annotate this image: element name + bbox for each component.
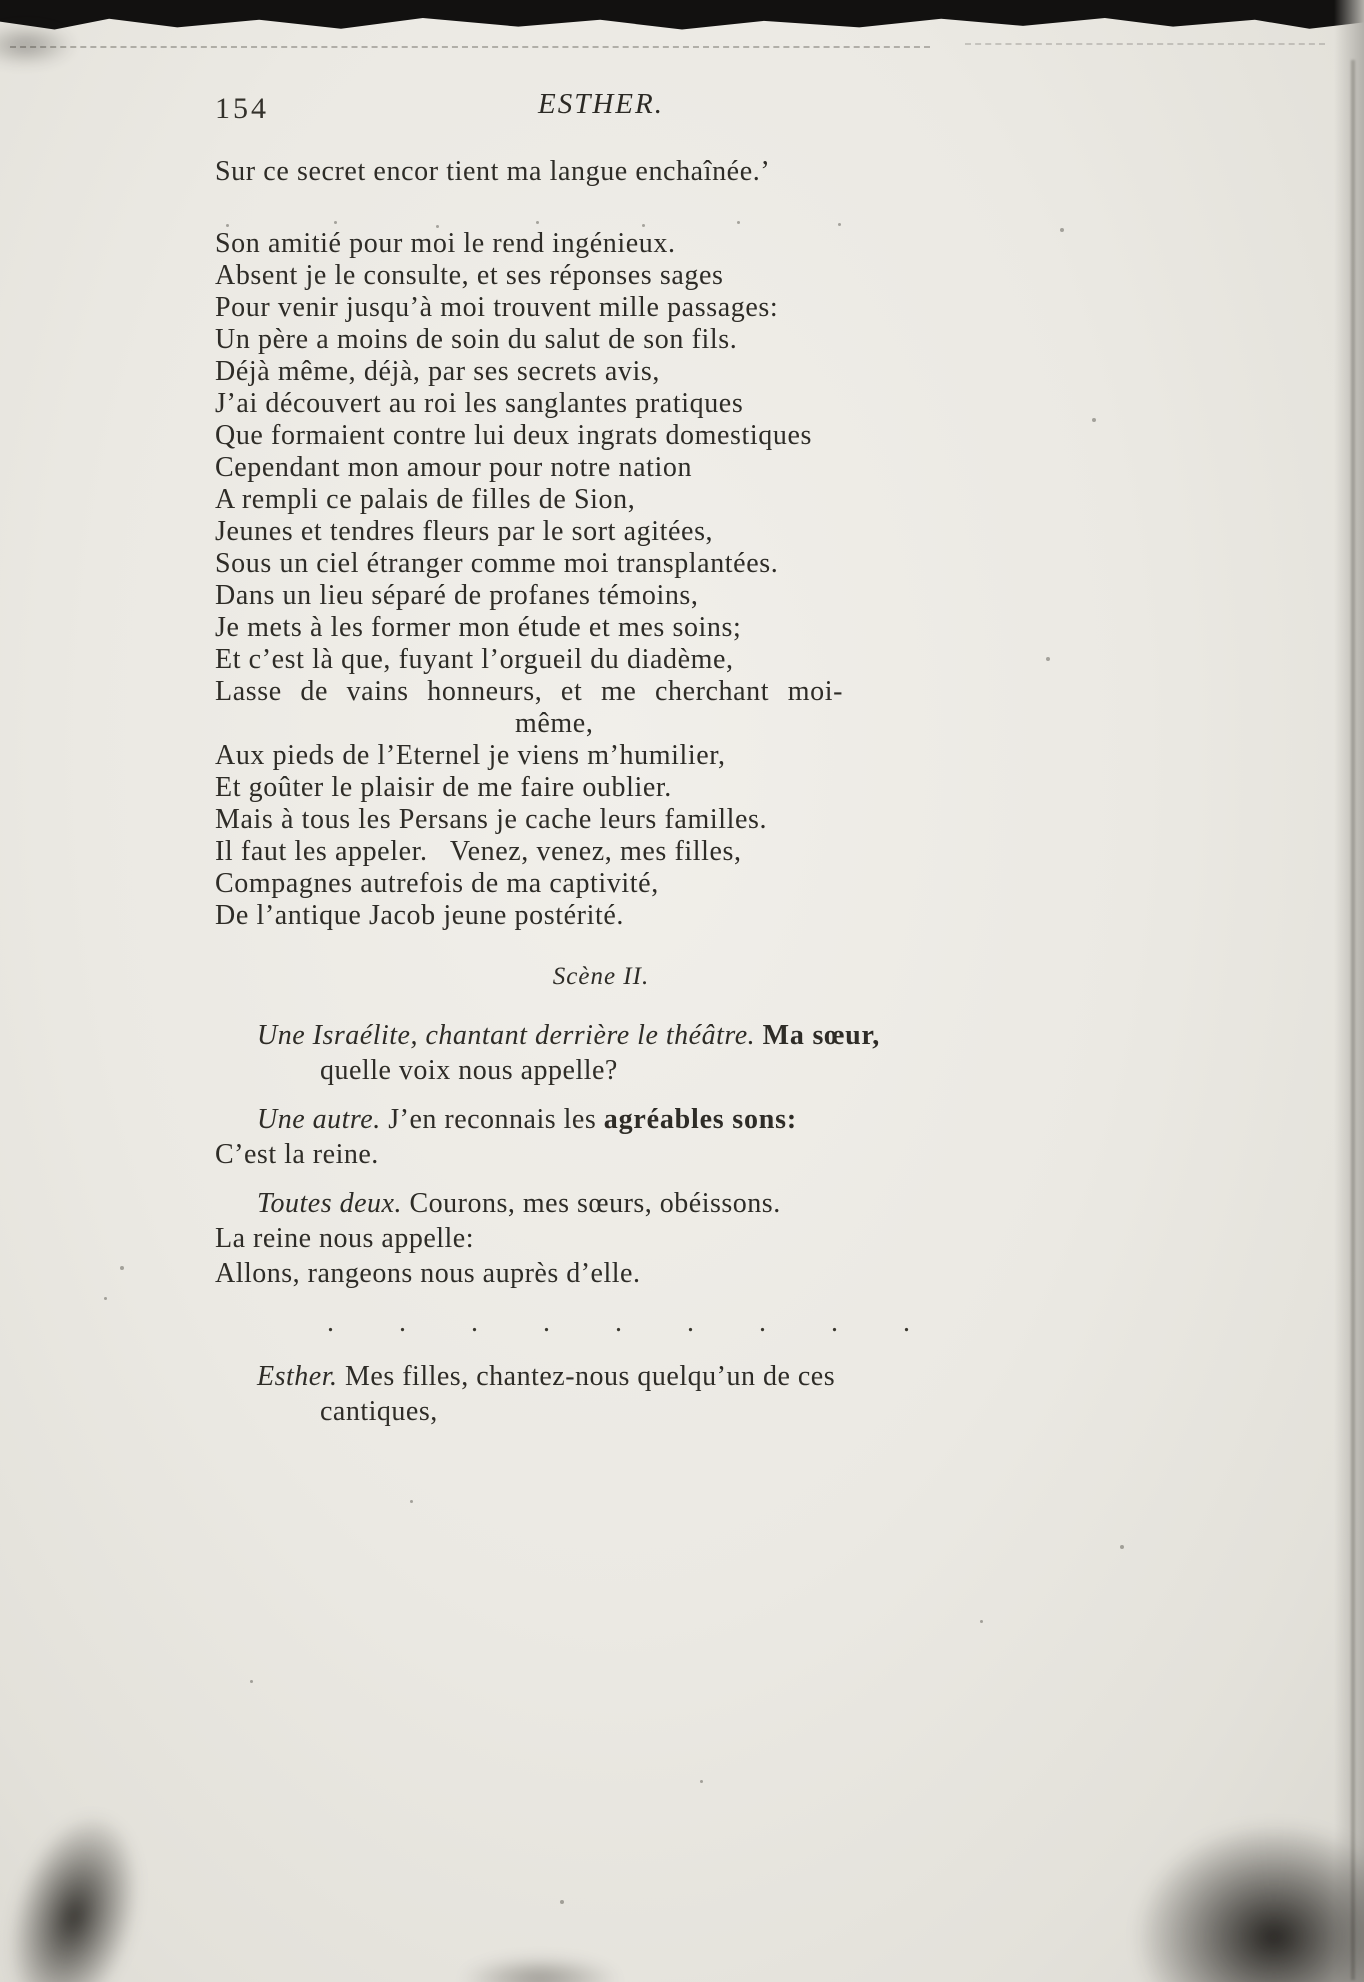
page-content bbox=[215, 0, 987, 1429]
dialogue-toutes-deux bbox=[215, 1186, 987, 1221]
scene-heading: Scène II. bbox=[552, 963, 650, 990]
scan-smudge bbox=[0, 1800, 161, 1982]
verse-line: Et goûter le plaisir de me faire oublier. bbox=[215, 772, 672, 803]
verse-line: Aux pieds de l’Eternel je viens m’humilier, bbox=[215, 740, 726, 771]
verse-line: Cependant mon amour pour notre nation bbox=[215, 452, 693, 483]
dialogue-continuation: La reine nous appelle: bbox=[215, 1223, 475, 1254]
dialogue-israelite bbox=[215, 1018, 987, 1053]
verse-line: De l’antique Jacob jeune postérité. bbox=[215, 900, 624, 931]
verse-line: A rempli ce palais de filles de Sion, bbox=[215, 484, 636, 515]
dialogue-text: agréables sons: bbox=[603, 1104, 797, 1135]
verse-opening-line: Sur ce secret encor tient ma langue enchaînée.’ bbox=[215, 156, 771, 187]
verse-line: Lasse de vains honneurs, et me cherchant moi- bbox=[215, 676, 844, 707]
dialogue-continuation: quelle voix nous appelle? bbox=[320, 1055, 618, 1086]
page-number: 154 bbox=[215, 92, 269, 125]
dialogue-text: J’en reconnais les bbox=[388, 1104, 597, 1135]
verse-line: Son amitié pour moi le rend ingénieux. bbox=[215, 228, 676, 259]
verse-line: Jeunes et tendres fleurs par le sort agitées, bbox=[215, 516, 714, 547]
speaker-name: Une autre. bbox=[257, 1104, 381, 1135]
running-title: ESTHER. bbox=[538, 88, 664, 120]
dialogue-continuation: Allons, rangeons nous auprès d’elle. bbox=[215, 1258, 641, 1289]
dialogue-esther bbox=[215, 1359, 987, 1394]
dialogue-text: Ma sœur, bbox=[762, 1020, 881, 1051]
dialogue-text: Mes filles, chantez-nous quelqu’un de ces bbox=[345, 1361, 836, 1392]
verse-line: Je mets à les former mon étude et mes soins; bbox=[215, 612, 742, 643]
speaker-name: Toutes deux. bbox=[257, 1188, 402, 1219]
scan-smudge bbox=[460, 1956, 620, 1982]
ellipsis-row: . . . . . . . . . bbox=[327, 1307, 912, 1338]
verse-line: Absent je le consulte, et ses réponses sages bbox=[215, 260, 724, 291]
verse-line: Et c’est là que, fuyant l’orgueil du diadème, bbox=[215, 644, 734, 675]
dialogue-continuation: C’est la reine. bbox=[215, 1139, 379, 1170]
speaker-name: Une Israélite, chantant derrière le théâtre. bbox=[257, 1020, 756, 1051]
verse-line-continuation: même, bbox=[515, 708, 594, 739]
verse-line: J’ai découvert au roi les sanglantes pratiques bbox=[215, 388, 744, 419]
page-header bbox=[215, 88, 987, 130]
speaker-name: Esther. bbox=[257, 1361, 338, 1392]
verse-line: Sous un ciel étranger comme moi transplantées. bbox=[215, 548, 779, 579]
monologue-verse bbox=[215, 228, 987, 932]
verse-line: Que formaient contre lui deux ingrats domestiques bbox=[215, 420, 813, 451]
verse-line: Dans un lieu séparé de profanes témoins, bbox=[215, 580, 699, 611]
dialogue-continuation: cantiques, bbox=[320, 1396, 438, 1427]
verse-line: Il faut les appeler. Venez, venez, mes filles, bbox=[215, 836, 742, 867]
scan-smudge bbox=[1134, 1822, 1364, 1982]
verse-line: Déjà même, déjà, par ses secrets avis, bbox=[215, 356, 660, 387]
verse-line: Compagnes autrefois de ma captivité, bbox=[215, 868, 659, 899]
scan-dashed-line bbox=[965, 43, 1325, 45]
dialogue-text: Courons, mes sœurs, obéissons. bbox=[409, 1188, 781, 1219]
verse-line: Pour venir jusqu’à moi trouvent mille passages: bbox=[215, 292, 779, 323]
dialogue-une-autre bbox=[215, 1102, 987, 1137]
scan-smudge bbox=[0, 24, 76, 66]
scan-right-edge bbox=[1334, 0, 1364, 1982]
verse-line: Un père a moins de soin du salut de son fils. bbox=[215, 324, 738, 355]
verse-line: Mais à tous les Persans je cache leurs familles. bbox=[215, 804, 768, 835]
scan-right-edge-line bbox=[1351, 60, 1355, 1980]
